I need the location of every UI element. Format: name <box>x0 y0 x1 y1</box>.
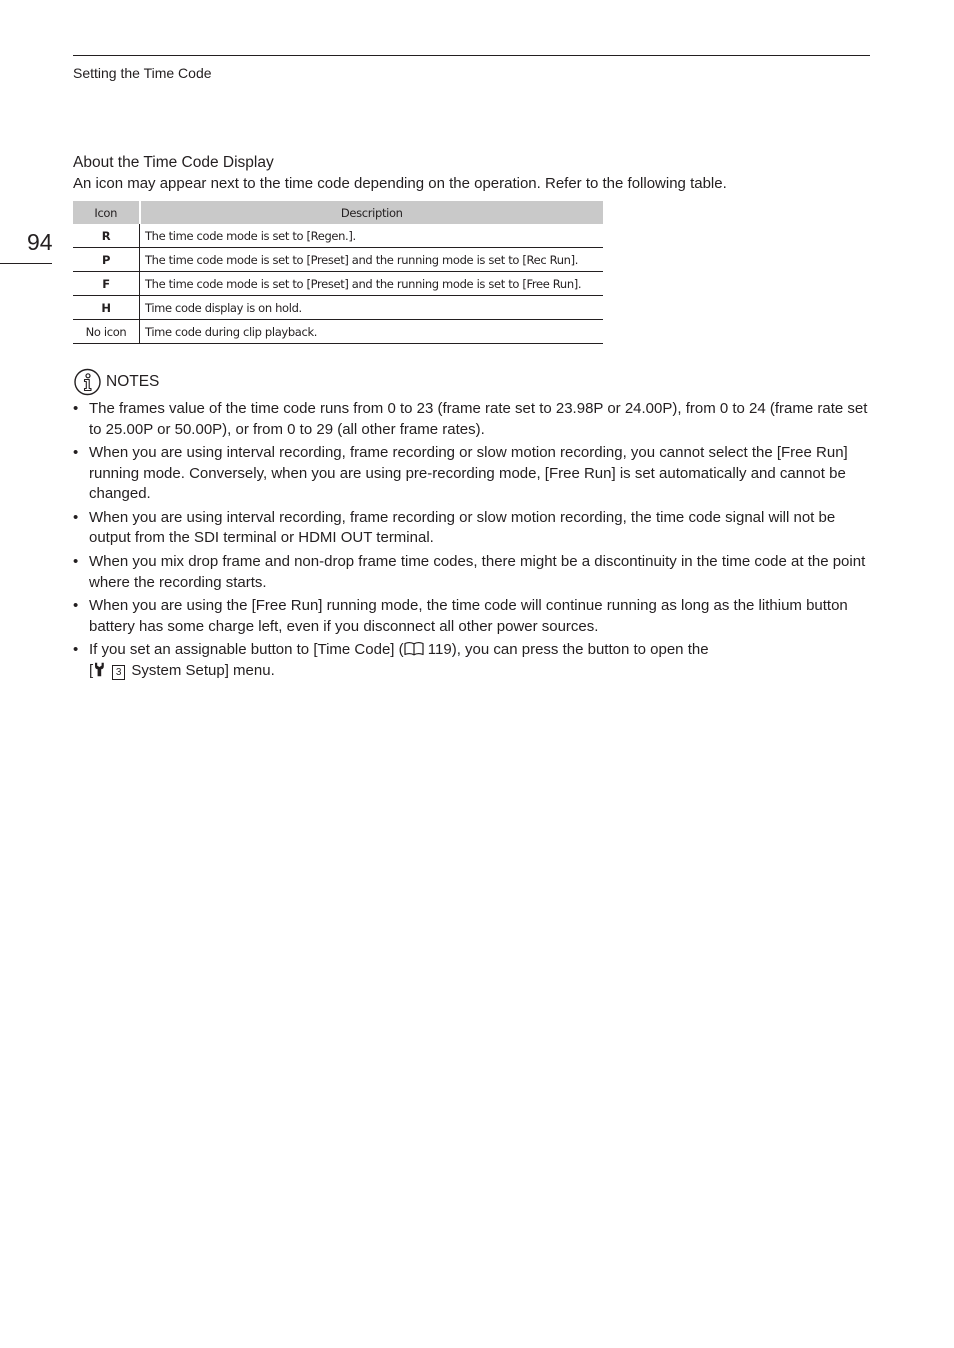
column-header-description: Description <box>140 201 604 224</box>
note-text-part1: If you set an assignable button to [Time Code] ( <box>89 641 404 659</box>
table-cell-icon: P <box>73 248 140 272</box>
table-cell-description: The time code mode is set to [Preset] and the running mode is set to [Rec Run]. <box>140 248 604 272</box>
table-cell-icon: R <box>73 224 140 248</box>
list-item <box>73 596 873 637</box>
header-rule <box>73 55 870 56</box>
list-item <box>73 443 873 505</box>
icon-table <box>73 201 603 344</box>
notes-label: NOTES <box>106 373 160 390</box>
table-cell-icon: F <box>73 272 140 296</box>
book-icon <box>404 641 424 656</box>
bullet: • <box>73 641 79 659</box>
list-item <box>73 640 873 681</box>
table-cell-description: The time code mode is set to [Regen.]. <box>140 224 604 248</box>
table-cell-icon: H <box>73 296 140 320</box>
table-header-row <box>73 201 603 224</box>
bullet: • <box>73 444 79 462</box>
list-item <box>73 552 873 593</box>
page-number: 94 <box>27 229 53 255</box>
bullet: • <box>73 553 79 571</box>
page-number-rule <box>0 263 52 264</box>
note-text: When you are using interval recording, frame recording or slow motion recording, the time code signal will not be output from the SDI terminal or HDMI OUT terminal. <box>89 508 836 547</box>
note-text: When you are using the [Free Run] running mode, the time code will continue running as long as the lithium button battery has some charge left, even if you disconnect all other power sources. <box>89 597 848 635</box>
note-text: When you mix drop frame and non-drop frame time codes, there might be a discontinuity in the time code at the point where the recording starts. <box>89 553 866 591</box>
notes-title <box>73 368 159 396</box>
table-row <box>73 296 603 320</box>
list-item <box>73 508 873 549</box>
column-header-icon: Icon <box>73 201 140 224</box>
note-text-part2: System Setup] menu. <box>127 661 275 679</box>
bullet: • <box>73 508 79 526</box>
table-row <box>73 248 603 272</box>
notes-list <box>73 399 873 685</box>
section-heading: About the Time Code Display <box>73 154 274 171</box>
table-cell-description: Time code display is on hold. <box>140 296 604 320</box>
table-row <box>73 272 603 296</box>
note-text: The frames value of the time code runs from 0 to 23 (frame rate set to 23.98P or 24.00P), from 0 to 24 (frame rate set to 25.00P or 50.00P), or from 0 to 29 (all other frame rates). <box>89 400 868 438</box>
wrench-icon <box>93 662 106 677</box>
table-cell-icon: No icon <box>73 320 140 344</box>
info-icon <box>73 368 102 396</box>
table-cell-description: The time code mode is set to [Preset] and the running mode is set to [Free Run]. <box>140 272 604 296</box>
menu-number: 3 <box>112 665 125 680</box>
page-reference: 119), you can press the button to open the <box>423 641 709 659</box>
bracket-open: [ <box>89 661 94 679</box>
running-header: Setting the Time Code <box>73 65 212 81</box>
note-text: When you are using interval recording, frame recording or slow motion recording, you cannot select the [Free Run] running mode. Conversely, when you are using pre-recording mode, [Free Run] is set automatically and cannot be changed. <box>89 444 848 503</box>
table-row <box>73 224 603 248</box>
bullet: • <box>73 597 79 615</box>
bullet: • <box>73 400 79 417</box>
table-cell-description: Time code during clip playback. <box>140 320 604 344</box>
table-row <box>73 320 603 344</box>
list-item <box>73 399 873 440</box>
intro-paragraph: An icon may appear next to the time code depending on the operation. Refer to the following table. <box>73 175 727 192</box>
